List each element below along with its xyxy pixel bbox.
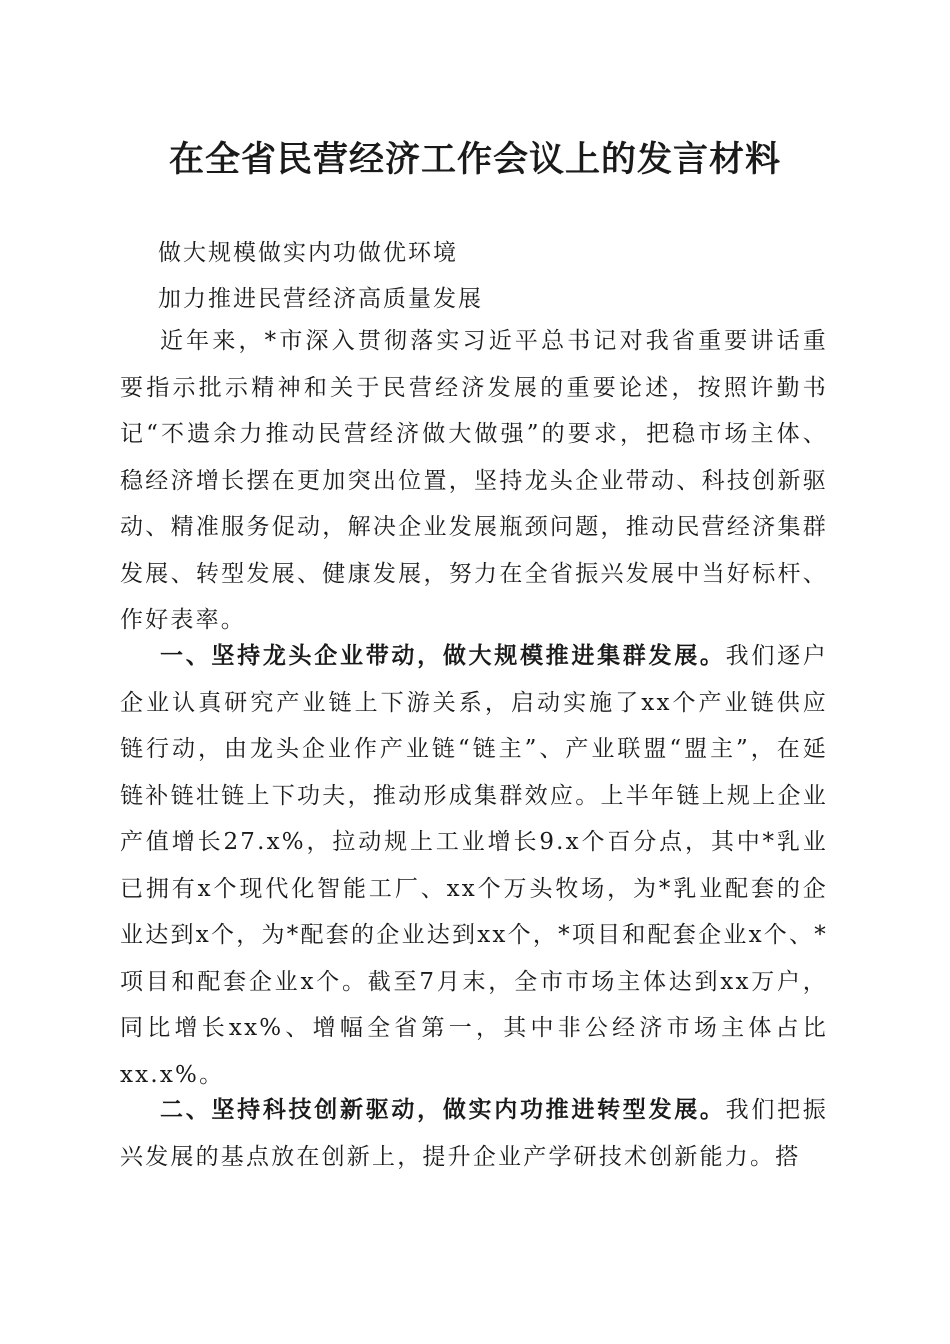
section-1-text: 我们逐户企业认真研究产业链上下游关系，启动实施了xx个产业链供应链行动，由龙头企业作产业链“链主”、产业联盟“盟主”，在延链补链壮链上下功夫，推动形成集群效应。上半年链上规上企业产值增长27.x%，拉动规上工业增长9.x个百分点，其中*乳业已拥有x个现代化智能工厂、xx个万头牧场，为*乳业配套的企业达到x个，为*配套的企业达到xx个，*项目和配套企业x个、*项目和配套企业x个。截至7月末，全市市场主体达到xx万户，同比增长xx%、增幅全省第一，其中非公经济市场主体占比xx.x%。 (120, 643, 828, 1088)
document-title: 在全省民营经济工作会议上的发言材料 (168, 139, 781, 180)
subtitle-line-1: 做大规模做实内功做优环境 (158, 240, 458, 266)
intro-paragraph: 近年来，*市深入贯彻落实习近平总书记对我省重要讲话重要指示批示精神和关于民营经济发展的重要论述，按照许勤书记“不遗余力推动民营经济做大做强”的要求，把稳市场主体、稳经济增长摆在更加突出位置，坚持龙头企业带动、科技创新驱动、精准服务促动，解决企业发展瓶颈问题，推动民营经济集群发展、转型发展、健康发展，努力在全省振兴发展中当好标杆、作好表率。 (120, 328, 828, 633)
section-1-heading: 一、坚持龙头企业带动，做大规模推进集群发展。 (160, 643, 726, 669)
subtitle-line-2: 加力推进民营经济高质量发展 (158, 286, 483, 312)
section-2-text: 我们把振兴发展的基点放在创新上，提升企业产学研技术创新能力。搭 (120, 1097, 828, 1170)
section-2-heading: 二、坚持科技创新驱动，做实内功推进转型发展。 (160, 1097, 726, 1123)
section-2-paragraph (120, 1087, 828, 1180)
section-1-paragraph (120, 633, 828, 1098)
